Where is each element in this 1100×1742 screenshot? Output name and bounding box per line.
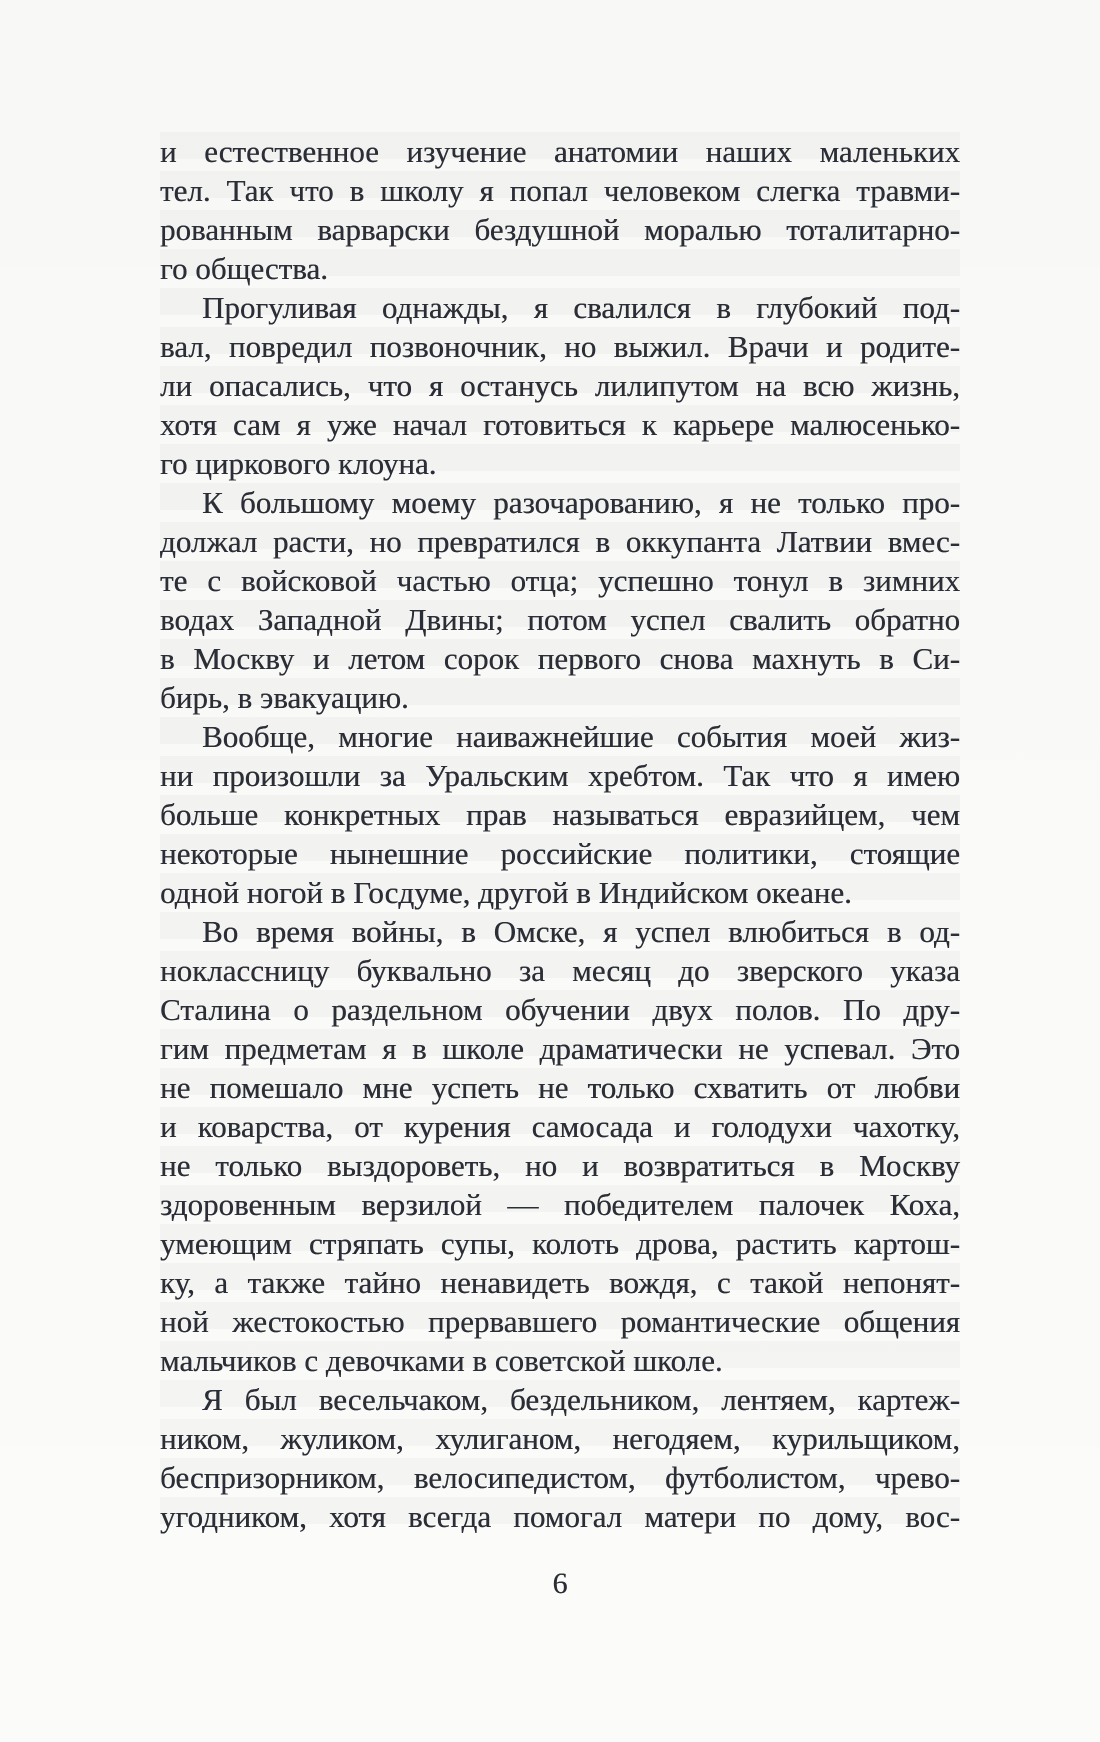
text-line: здоровенным верзилой — победителем палочек Коха, <box>160 1187 960 1222</box>
text-line: мальчиков с девочками в советской школе. <box>160 1343 723 1378</box>
text-line: в Москву и летом сорок первого снова махнуть в Си- <box>160 641 960 676</box>
text-line: те с войсковой частью отца; успешно тонул в зимних <box>160 563 960 598</box>
text-line: ноклассницу буквально за месяц до зверского указа <box>160 953 960 988</box>
page-text <box>160 132 960 1536</box>
text-line: Я был весельчаком, бездельником, лентяем, картеж- <box>202 1382 960 1417</box>
text-line: должал расти, но превратился в оккупанта Латвии вмес- <box>160 524 960 559</box>
text-line: не только выздороветь, но и возвратиться в Москву <box>160 1148 960 1183</box>
text-line: тел. Так что в школу я попал человеком слегка травми- <box>160 173 960 208</box>
text-line: ником, жуликом, хулиганом, негодяем, курильщиком, <box>160 1421 960 1456</box>
page-number: 6 <box>552 1567 568 1600</box>
text-line: умеющим стряпать супы, колоть дрова, растить картош- <box>160 1226 960 1261</box>
text-line: Во время войны, в Омске, я успел влюбиться в од- <box>202 914 960 949</box>
text-line: хотя сам я уже начал готовиться к карьере малюсенько- <box>160 407 960 442</box>
text-line: К большому моему разочарованию, я не только про- <box>202 485 960 520</box>
text-line: одной ногой в Госдуме, другой в Индийском океане. <box>160 875 852 910</box>
text-line: и естественное изучение анатомии наших маленьких <box>160 134 960 169</box>
text-line: ной жестокостью прервавшего романтические общения <box>160 1304 960 1339</box>
paragraph <box>160 288 960 483</box>
text-line: беспризорником, велосипедистом, футболистом, чрево- <box>160 1460 960 1495</box>
text-line: водах Западной Двины; потом успел свалить обратно <box>160 602 960 637</box>
text-line: го циркового клоуна. <box>160 446 437 481</box>
text-line: рованным варварски бездушной моралью тоталитарно- <box>160 212 960 247</box>
text-line: ни произошли за Уральским хребтом. Так что я имею <box>160 758 960 793</box>
text-line: го общества. <box>160 251 328 286</box>
text-line: угодником, хотя всегда помогал матери по дому, вос- <box>160 1499 960 1534</box>
text-line: гим предметам я в школе драматически не успевал. Это <box>160 1031 960 1066</box>
text-line: бирь, в эвакуацию. <box>160 680 409 715</box>
text-line: Прогуливая однажды, я свалился в глубокий под- <box>202 290 960 325</box>
paragraph <box>160 1380 960 1536</box>
paragraph <box>160 717 960 912</box>
text-line: не помешало мне успеть не только схватить от любви <box>160 1070 960 1105</box>
paragraph <box>160 132 960 288</box>
text-line: Сталина о раздельном обучении двух полов. По дру- <box>160 992 960 1027</box>
text-line: и коварства, от курения самосада и голодухи чахотку, <box>160 1109 960 1144</box>
paragraph <box>160 483 960 717</box>
text-line: ку, а также тайно ненавидеть вождя, с такой непонят- <box>160 1265 960 1300</box>
text-line: ли опасались, что я останусь лилипутом на всю жизнь, <box>160 368 960 403</box>
text-line: некоторые нынешние российские политики, стоящие <box>160 836 960 871</box>
text-line: Вообще, многие наиважнейшие события моей жиз- <box>202 719 960 754</box>
text-line: больше конкретных прав называться евразийцем, чем <box>160 797 960 832</box>
paragraph <box>160 912 960 1380</box>
text-line: вал, повредил позвоночник, но выжил. Врачи и родите- <box>160 329 960 364</box>
